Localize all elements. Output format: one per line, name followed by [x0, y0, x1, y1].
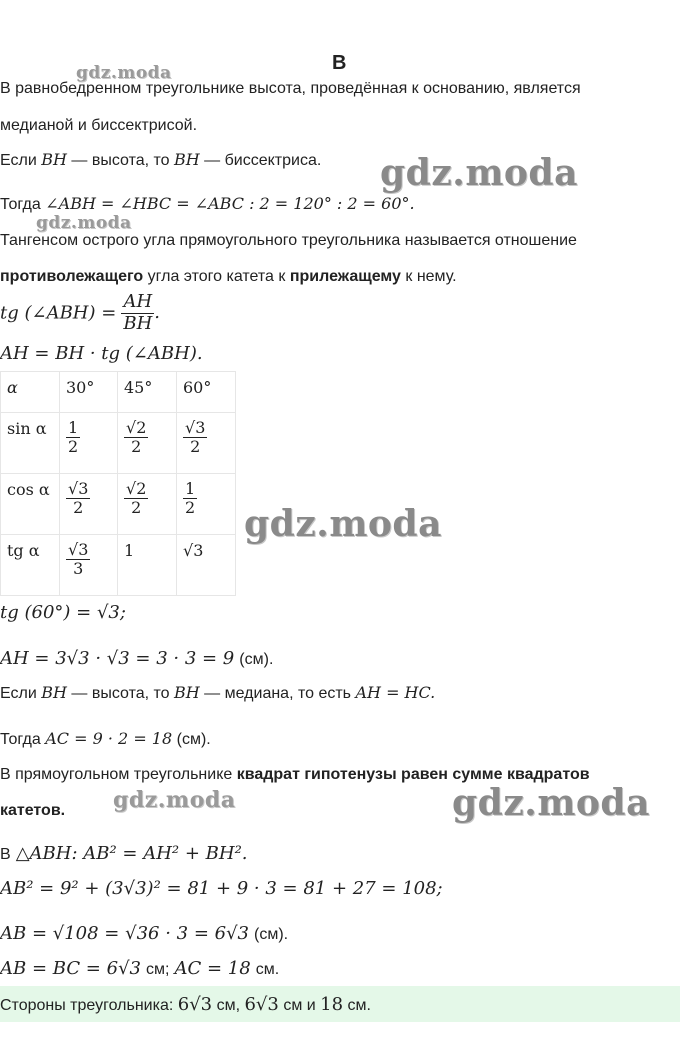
table-cell: $\frac{√2}{2}$	[118, 474, 177, 535]
text: Тогда	[0, 731, 41, 748]
unit: (см).	[239, 651, 274, 668]
unit: см и	[283, 997, 316, 1014]
unit: (см).	[176, 731, 211, 748]
table-cell: $\frac{1}{2}$	[60, 413, 118, 474]
trig-table	[0, 371, 236, 596]
answer-label: Стороны треугольника:	[0, 997, 174, 1014]
table-row	[1, 535, 236, 596]
fraction	[121, 292, 154, 334]
formula	[0, 958, 680, 979]
bold-text: квадрат гипотенузы равен сумме квадратов	[236, 766, 590, 783]
formula: AH = BH · tg (∠ABH).	[0, 343, 203, 364]
math: AB = BC = 6√3	[0, 958, 141, 979]
formula	[0, 648, 680, 669]
table-cell: $\frac{√3}{2}$	[60, 474, 118, 535]
paragraph	[0, 683, 680, 703]
paragraph: Тангенсом острого угла прямоугольного треугольника называется отношение	[0, 232, 577, 249]
bold-text: противолежащего	[0, 268, 144, 285]
paragraph: катетов.	[0, 802, 66, 819]
watermark: gdz.moda	[76, 63, 172, 83]
table-row	[1, 372, 236, 413]
paragraph: медианой и биссектрисой.	[0, 117, 198, 134]
math: AC = 9 · 2 = 18	[45, 729, 173, 748]
table-cell: sin α	[1, 413, 60, 474]
math: △ABH: AB² = AH² + BH².	[15, 843, 248, 864]
paragraph: В равнобедренном треугольнике высота, проведённая к основанию, является	[0, 80, 581, 97]
paragraph	[0, 766, 680, 784]
text: Если	[0, 152, 37, 169]
paragraph	[0, 729, 680, 749]
paragraph	[0, 150, 680, 170]
unit: см,	[216, 997, 241, 1014]
text: угла этого катета к	[147, 268, 286, 285]
text: — медиана, то есть	[204, 685, 352, 702]
table-cell: $\frac{√3}{2}$	[177, 413, 236, 474]
watermark: gdz.moda	[113, 787, 236, 813]
watermark: gdz.moda	[36, 213, 132, 233]
watermark: gdz.moda	[380, 152, 578, 194]
text: Если	[0, 685, 37, 702]
header-letter: В	[332, 52, 347, 74]
math: AB = √108 = √36 · 3 = 6√3	[0, 923, 249, 944]
math: 6√3	[177, 994, 213, 1015]
math: 6√3	[244, 994, 279, 1015]
table-cell: $\frac{√2}{2}$	[118, 413, 177, 474]
table-cell: α	[1, 372, 60, 413]
numerator: AH	[121, 292, 154, 314]
table-cell: 60°	[177, 372, 236, 413]
formula	[0, 923, 680, 944]
paragraph	[0, 194, 680, 214]
bold-text: прилежащему	[289, 268, 401, 285]
table-row	[1, 413, 236, 474]
table-cell: cos α	[1, 474, 60, 535]
bold-text: катетов	[0, 802, 61, 819]
formula: tg (∠ABH) = $\frac{AH}{BH}$ .	[0, 291, 161, 334]
table-cell: $\frac{1}{2}$	[177, 474, 236, 535]
unit: (см).	[254, 926, 289, 943]
math: tg (∠ABH) =	[0, 302, 117, 324]
math: BH	[174, 150, 200, 169]
table-cell: 30°	[60, 372, 118, 413]
unit: см.	[255, 961, 280, 978]
math: BH	[174, 683, 200, 702]
unit: см;	[146, 961, 170, 978]
denominator: BH	[123, 312, 153, 334]
text: — биссектриса.	[204, 152, 322, 169]
text: Тогда	[0, 196, 41, 213]
answer-text	[0, 994, 371, 1015]
formula: AB² = 9² + (3√3)² = 81 + 9 · 3 = 81 + 27 = 108;	[0, 878, 443, 899]
watermark: gdz.moda	[244, 503, 442, 545]
math: AC = 18	[174, 958, 251, 979]
text: — высота, то	[71, 152, 170, 169]
formula: tg (60°) = √3;	[0, 602, 126, 623]
paragraph	[0, 843, 680, 864]
text: к нему.	[405, 268, 457, 285]
table-cell: tg α	[1, 535, 60, 596]
unit: см.	[347, 997, 371, 1014]
table-cell: 1	[118, 535, 177, 596]
table-cell: 45°	[118, 372, 177, 413]
text: В прямоугольном треугольнике	[0, 766, 233, 783]
table-cell: √3	[177, 535, 236, 596]
table-row	[1, 474, 236, 535]
math: BH	[41, 150, 67, 169]
text: В	[0, 846, 11, 863]
math: ∠ABH = ∠HBC = ∠ABC : 2 = 120° : 2 = 60°.	[45, 194, 415, 213]
text: — высота, то	[71, 685, 170, 702]
math: AH = 3√3 · √3 = 3 · 3 = 9	[0, 648, 235, 669]
paragraph	[0, 268, 680, 286]
answer-box	[0, 986, 680, 1022]
math: BH	[41, 683, 67, 702]
table-cell: $\frac{√3}{3}$	[60, 535, 118, 596]
math: 18	[320, 994, 344, 1015]
math: AH = HC.	[355, 683, 436, 702]
watermark: gdz.moda	[452, 782, 650, 824]
